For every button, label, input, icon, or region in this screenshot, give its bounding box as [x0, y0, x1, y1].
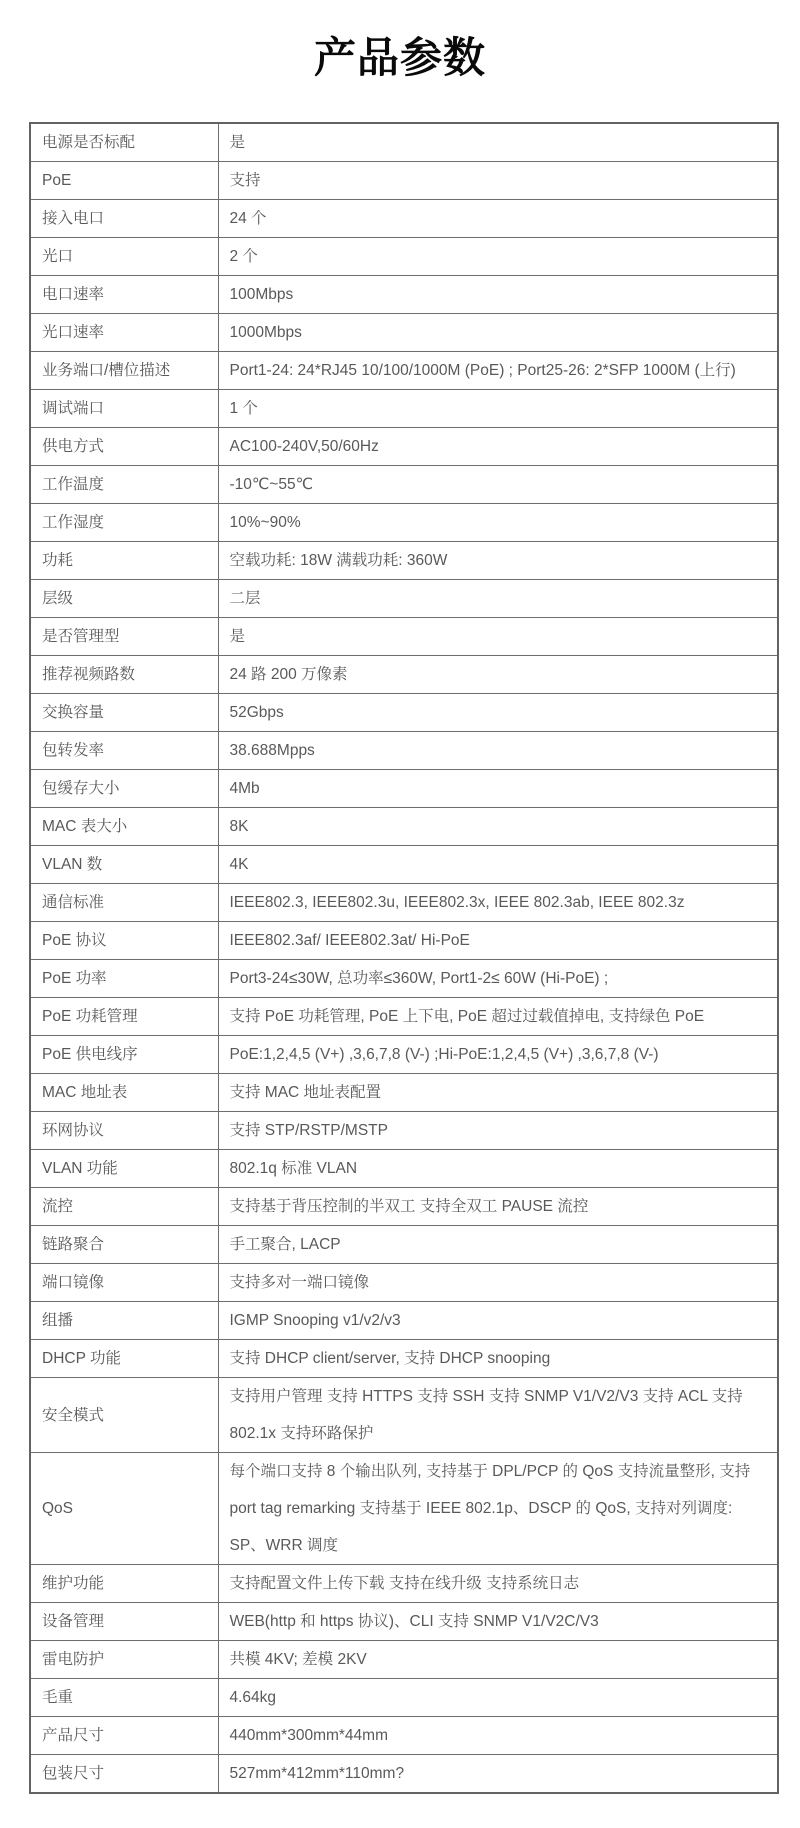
spec-value: 手工聚合, LACP [218, 1226, 778, 1264]
table-row [30, 390, 778, 428]
table-row [30, 1302, 778, 1340]
table-row [30, 1378, 778, 1453]
table-row [30, 580, 778, 618]
table-row [30, 162, 778, 200]
spec-label: 光口速率 [30, 314, 218, 352]
table-row [30, 123, 778, 162]
spec-value: 支持 PoE 功耗管理, PoE 上下电, PoE 超过过载值掉电, 支持绿色 PoE [218, 998, 778, 1036]
table-row [30, 276, 778, 314]
spec-label: 维护功能 [30, 1565, 218, 1603]
spec-value: 支持用户管理 支持 HTTPS 支持 SSH 支持 SNMP V1/V2/V3 支持 ACL 支持 802.1x 支持环路保护 [218, 1378, 778, 1453]
spec-value: 支持 [218, 162, 778, 200]
spec-label: PoE 供电线序 [30, 1036, 218, 1074]
spec-value: 440mm*300mm*44mm [218, 1717, 778, 1755]
table-row [30, 618, 778, 656]
spec-label: 链路聚合 [30, 1226, 218, 1264]
table-row [30, 1755, 778, 1794]
table-row [30, 314, 778, 352]
table-row [30, 1679, 778, 1717]
spec-label: 包转发率 [30, 732, 218, 770]
spec-value: 支持 DHCP client/server, 支持 DHCP snooping [218, 1340, 778, 1378]
spec-label: 光口 [30, 238, 218, 276]
spec-label: 雷电防护 [30, 1641, 218, 1679]
table-row [30, 1264, 778, 1302]
table-row [30, 694, 778, 732]
spec-label: VLAN 数 [30, 846, 218, 884]
table-row [30, 1074, 778, 1112]
spec-value: 支持配置文件上传下载 支持在线升级 支持系统日志 [218, 1565, 778, 1603]
spec-value: 支持多对一端口镜像 [218, 1264, 778, 1302]
spec-label: 调试端口 [30, 390, 218, 428]
table-row [30, 238, 778, 276]
product-spec-table [29, 122, 779, 1794]
table-row [30, 846, 778, 884]
table-row [30, 1226, 778, 1264]
table-row [30, 352, 778, 390]
spec-label: 毛重 [30, 1679, 218, 1717]
spec-label: 通信标准 [30, 884, 218, 922]
table-row [30, 1453, 778, 1565]
table-row [30, 1150, 778, 1188]
spec-value: 1000Mbps [218, 314, 778, 352]
spec-value: 527mm*412mm*110mm? [218, 1755, 778, 1794]
spec-value: 2 个 [218, 238, 778, 276]
spec-value: AC100-240V,50/60Hz [218, 428, 778, 466]
spec-value: 支持 STP/RSTP/MSTP [218, 1112, 778, 1150]
table-row [30, 808, 778, 846]
table-row [30, 1603, 778, 1641]
table-row [30, 1188, 778, 1226]
spec-label: 电源是否标配 [30, 123, 218, 162]
spec-label: 电口速率 [30, 276, 218, 314]
spec-value: -10℃~55℃ [218, 466, 778, 504]
spec-label: 产品尺寸 [30, 1717, 218, 1755]
spec-value: 4.64kg [218, 1679, 778, 1717]
spec-value: 10%~90% [218, 504, 778, 542]
spec-label: PoE [30, 162, 218, 200]
spec-label: 包缓存大小 [30, 770, 218, 808]
spec-value: 100Mbps [218, 276, 778, 314]
page-title: 产品参数 [313, 34, 486, 81]
spec-label: PoE 协议 [30, 922, 218, 960]
spec-label: VLAN 功能 [30, 1150, 218, 1188]
spec-value: 24 路 200 万像素 [218, 656, 778, 694]
table-row [30, 200, 778, 238]
table-row [30, 1717, 778, 1755]
spec-value: 是 [218, 123, 778, 162]
spec-value: 1 个 [218, 390, 778, 428]
spec-value: IGMP Snooping v1/v2/v3 [218, 1302, 778, 1340]
spec-value: 24 个 [218, 200, 778, 238]
spec-label: 供电方式 [30, 428, 218, 466]
spec-label: 组播 [30, 1302, 218, 1340]
spec-label: PoE 功率 [30, 960, 218, 998]
spec-value: 每个端口支持 8 个输出队列, 支持基于 DPL/PCP 的 QoS 支持流量整形, 支持 port tag remarking 支持基于 IEEE 802.1p、DSCP 的 QoS, 支持对列调度: SP、WRR 调度 [218, 1453, 778, 1565]
spec-label: 包装尺寸 [30, 1755, 218, 1794]
spec-table-body [30, 123, 778, 1793]
table-row [30, 1641, 778, 1679]
spec-label: 工作温度 [30, 466, 218, 504]
table-row [30, 428, 778, 466]
spec-value: PoE:1,2,4,5 (V+) ,3,6,7,8 (V-) ;Hi-PoE:1,2,4,5 (V+) ,3,6,7,8 (V-) [218, 1036, 778, 1074]
spec-value: Port3-24≤30W, 总功率≤360W, Port1-2≤ 60W (Hi-PoE) ; [218, 960, 778, 998]
spec-value: IEEE802.3af/ IEEE802.3at/ Hi-PoE [218, 922, 778, 960]
spec-label: 接入电口 [30, 200, 218, 238]
table-row [30, 770, 778, 808]
spec-label: 端口镜像 [30, 1264, 218, 1302]
spec-label: 层级 [30, 580, 218, 618]
spec-label: 环网协议 [30, 1112, 218, 1150]
spec-label: MAC 地址表 [30, 1074, 218, 1112]
table-row [30, 998, 778, 1036]
spec-value: 二层 [218, 580, 778, 618]
spec-label: MAC 表大小 [30, 808, 218, 846]
spec-label: QoS [30, 1453, 218, 1565]
table-row [30, 656, 778, 694]
table-row [30, 922, 778, 960]
table-row [30, 1340, 778, 1378]
table-row [30, 732, 778, 770]
spec-label: 功耗 [30, 542, 218, 580]
spec-label: 推荐视频路数 [30, 656, 218, 694]
table-row [30, 1565, 778, 1603]
spec-value: Port1-24: 24*RJ45 10/100/1000M (PoE) ; Port25-26: 2*SFP 1000M (上行) [218, 352, 778, 390]
spec-value: 8K [218, 808, 778, 846]
spec-value: 4Mb [218, 770, 778, 808]
spec-value: 空载功耗: 18W 满载功耗: 360W [218, 542, 778, 580]
spec-value: 38.688Mpps [218, 732, 778, 770]
spec-label: 业务端口/槽位描述 [30, 352, 218, 390]
spec-value: 支持 MAC 地址表配置 [218, 1074, 778, 1112]
table-row [30, 466, 778, 504]
table-row [30, 960, 778, 998]
spec-value: WEB(http 和 https 协议)、CLI 支持 SNMP V1/V2C/V3 [218, 1603, 778, 1641]
spec-label: 是否管理型 [30, 618, 218, 656]
table-row [30, 542, 778, 580]
spec-label: 设备管理 [30, 1603, 218, 1641]
table-row [30, 1112, 778, 1150]
spec-label: 工作湿度 [30, 504, 218, 542]
table-row [30, 504, 778, 542]
spec-value: 是 [218, 618, 778, 656]
spec-label: 流控 [30, 1188, 218, 1226]
spec-value: 52Gbps [218, 694, 778, 732]
spec-label: 安全模式 [30, 1378, 218, 1453]
spec-value: 共模 4KV; 差模 2KV [218, 1641, 778, 1679]
spec-value: 802.1q 标准 VLAN [218, 1150, 778, 1188]
spec-value: 支持基于背压控制的半双工 支持全双工 PAUSE 流控 [218, 1188, 778, 1226]
spec-value: 4K [218, 846, 778, 884]
spec-label: DHCP 功能 [30, 1340, 218, 1378]
spec-label: 交换容量 [30, 694, 218, 732]
table-row [30, 884, 778, 922]
table-row [30, 1036, 778, 1074]
spec-label: PoE 功耗管理 [30, 998, 218, 1036]
spec-value: IEEE802.3, IEEE802.3u, IEEE802.3x, IEEE 802.3ab, IEEE 802.3z [218, 884, 778, 922]
